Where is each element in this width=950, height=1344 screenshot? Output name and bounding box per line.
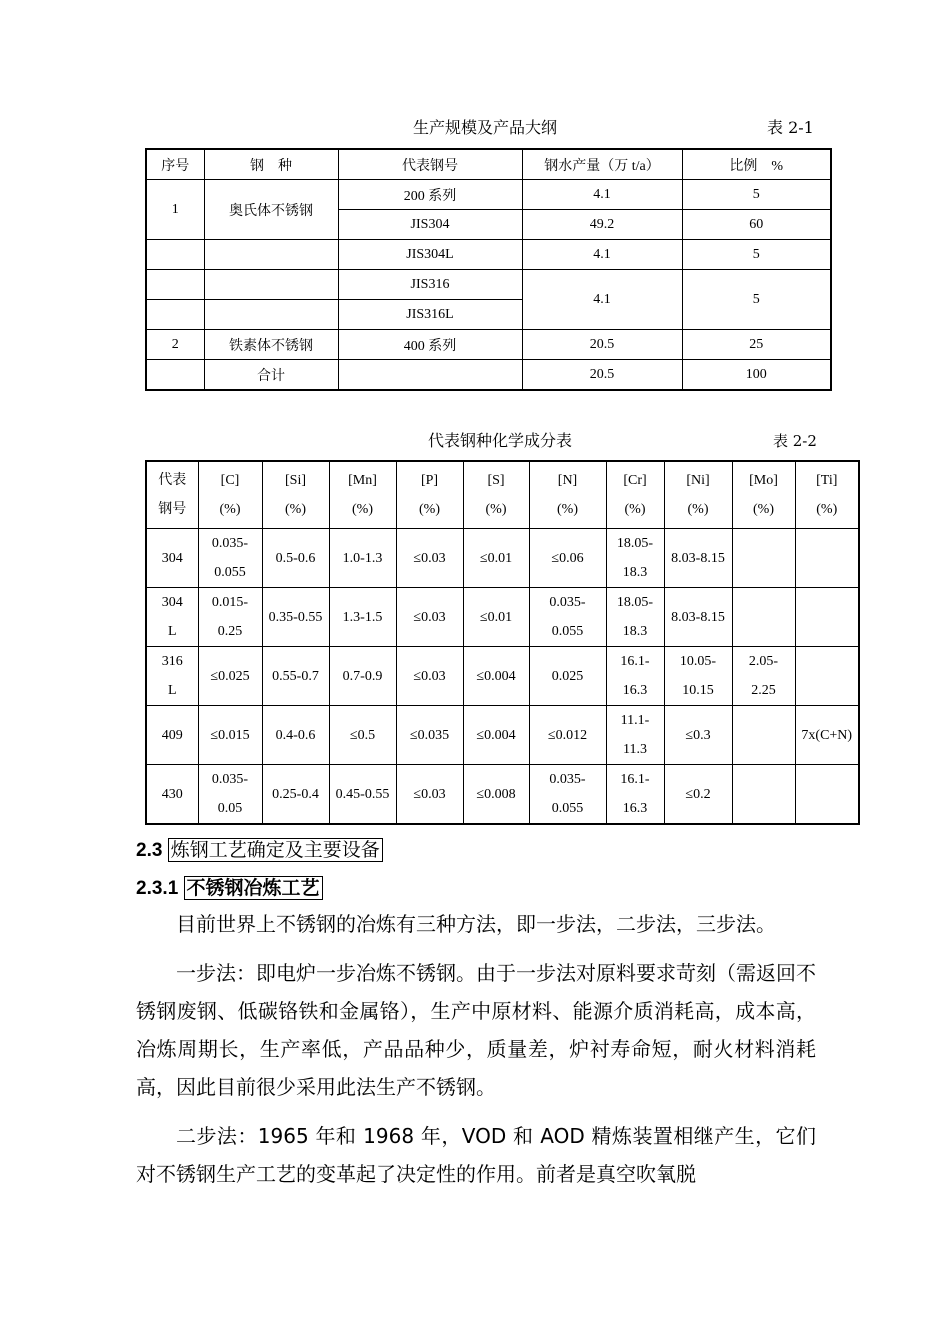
cell-line: 0.015-: [211, 595, 249, 610]
section-number: 2.3: [136, 840, 163, 861]
paragraph: 目前世界上不锈钢的冶炼有三种方法，即一步法，二步法，三步法。: [176, 912, 776, 936]
cell-line: 11.1-: [620, 713, 650, 728]
table-total-row: [146, 360, 831, 391]
paragraph: 二步法：1965 年和 1968 年，VOD 和 AOD 精炼装置相继产生，它们对不锈钢生产工艺的变革起了决定性的作用。前者是真空吹氧脱: [136, 1124, 816, 1186]
cell-line: 0.7-0.9: [342, 668, 383, 684]
table-cell: [262, 647, 329, 706]
cell-ratio: 60: [682, 210, 831, 240]
header-cell: [732, 461, 795, 529]
table-cell: [396, 588, 463, 647]
table-cell: [329, 647, 396, 706]
cell-no: [146, 270, 204, 300]
table-cell: [606, 529, 664, 588]
table-cell: [463, 647, 529, 706]
header-cell: [262, 461, 329, 529]
cell-line: ≤0.03: [413, 668, 446, 684]
table-cell: [329, 588, 396, 647]
cell-grade: JIS316L: [338, 300, 522, 330]
cell-line: [S]: [487, 473, 505, 488]
cell-line: 10.05-: [679, 654, 717, 669]
cell-line: 0.055: [551, 801, 584, 816]
cell-line: (%): [753, 502, 774, 517]
table-cell: [146, 706, 198, 765]
table-cell: [198, 765, 262, 825]
cell-ratio: 100: [682, 360, 831, 391]
table-row: [146, 270, 831, 300]
table-cell: [529, 588, 606, 647]
table-cell: [664, 529, 732, 588]
cell-output: 49.2: [522, 210, 682, 240]
table-cell: [396, 706, 463, 765]
cell-line: 0.25-0.4: [272, 786, 319, 802]
cell-steel-type: [204, 270, 338, 300]
cell-line: 16.1-: [620, 772, 650, 787]
cell-line: L: [167, 624, 177, 639]
table-cell: [198, 647, 262, 706]
table-cell: [198, 588, 262, 647]
cell-line: ≤0.008: [476, 786, 516, 802]
cell-line: [P]: [420, 473, 439, 488]
cell-line: [Si]: [285, 473, 306, 488]
table-cell: [606, 647, 664, 706]
cell-line: (%): [219, 502, 241, 517]
cell-line: 0.4-0.6: [275, 727, 316, 743]
cell-line: 0.35-0.55: [268, 609, 323, 625]
cell-line: 409: [161, 727, 183, 743]
cell-no: [146, 240, 204, 270]
cell-line: ≤0.03: [413, 550, 446, 566]
table-cell: [732, 588, 795, 647]
cell-grade: [338, 360, 522, 391]
header-cell: [198, 461, 262, 529]
table-cell: [732, 647, 795, 706]
table1-caption: 生产规模及产品大纲: [412, 118, 557, 137]
table-row: [146, 765, 859, 825]
cell-grade: JIS304: [338, 210, 522, 240]
cell-line: 2.05-: [748, 654, 779, 669]
cell-output: 4.1: [522, 240, 682, 270]
cell-line: 18.05-: [616, 595, 654, 610]
cell-steel-type: 铁素体不锈钢: [204, 330, 338, 360]
cell-line: (%): [557, 502, 578, 517]
header-cell: [795, 461, 859, 529]
cell-line: (%): [285, 502, 306, 517]
table-cell: [732, 765, 795, 825]
cell-line: 0.035-: [211, 536, 249, 551]
cell-output: 4.1: [522, 180, 682, 210]
table-cell: [463, 529, 529, 588]
table-row: [146, 588, 859, 647]
table-header-row: [146, 149, 831, 180]
cell-line: 316: [161, 654, 183, 669]
cell-steel-type: 奥氏体不锈钢: [204, 180, 338, 240]
cell-line: 钢号: [158, 502, 187, 517]
table-cell: [795, 765, 859, 825]
cell-line: 8.03-8.15: [671, 550, 725, 566]
cell-line: 18.05-: [616, 536, 654, 551]
cell-line: 1.3-1.5: [342, 609, 383, 625]
production-table: [145, 148, 832, 391]
cell-grade: JIS316: [338, 270, 522, 300]
table-cell: [146, 529, 198, 588]
table-cell: [529, 647, 606, 706]
table-cell: [529, 706, 606, 765]
cell-line: 18.3: [622, 565, 648, 580]
header-cell: 代表钢号: [338, 149, 522, 180]
cell-line: ≤0.004: [476, 727, 516, 743]
cell-line: 0.55-0.7: [272, 668, 319, 684]
table-cell: [463, 706, 529, 765]
cell-line: 0.05: [217, 801, 243, 816]
cell-line: 1.0-1.3: [342, 550, 383, 566]
cell-line: ≤0.004: [476, 668, 516, 684]
cell-line: 代表: [158, 473, 187, 488]
table-cell: [396, 529, 463, 588]
table-row: [146, 647, 859, 706]
cell-line: [Ti]: [816, 473, 838, 488]
header-cell: [664, 461, 732, 529]
cell-line: 0.035-: [549, 772, 586, 787]
cell-line: ≤0.06: [551, 550, 584, 566]
cell-line: 18.3: [622, 624, 648, 639]
table-cell: [198, 706, 262, 765]
cell-line: [Cr]: [623, 473, 647, 488]
table-cell: [262, 588, 329, 647]
cell-no: 1: [146, 180, 204, 240]
cell-line: 7x(C+N): [801, 727, 853, 743]
cell-no: [146, 300, 204, 330]
cell-grade: 200 系列: [338, 180, 522, 210]
table-cell: [146, 647, 198, 706]
cell-line: [Mn]: [348, 473, 377, 488]
table-row: [146, 240, 831, 270]
cell-line: [N]: [557, 473, 578, 488]
table-cell: [146, 588, 198, 647]
cell-grade: 400 系列: [338, 330, 522, 360]
cell-output: 4.1: [522, 270, 682, 330]
header-cell: [606, 461, 664, 529]
header-cell: [329, 461, 396, 529]
cell-line: 16.3: [622, 683, 648, 698]
header-cell: [396, 461, 463, 529]
cell-grade: JIS304L: [338, 240, 522, 270]
header-cell: 钢 种: [204, 149, 338, 180]
cell-line: 0.035-: [211, 772, 249, 787]
cell-line: (%): [352, 502, 373, 517]
table-cell: [795, 588, 859, 647]
cell-line: (%): [419, 502, 440, 517]
cell-line: (%): [624, 502, 646, 517]
cell-ratio: 5: [682, 270, 831, 330]
table-cell: [795, 647, 859, 706]
table-cell: [262, 706, 329, 765]
table-row: [146, 529, 859, 588]
cell-line: 0.025: [551, 668, 584, 684]
table-cell: [664, 765, 732, 825]
cell-line: 0.5-0.6: [275, 550, 316, 566]
table-cell: [329, 765, 396, 825]
table1-number: 表 2-1: [767, 118, 814, 137]
table-row: [146, 180, 831, 210]
cell-line: ≤0.025: [210, 668, 250, 684]
table-cell: [732, 706, 795, 765]
header-cell: [529, 461, 606, 529]
table-cell: [606, 765, 664, 825]
cell-line: ≤0.03: [413, 786, 446, 802]
table-cell: [664, 588, 732, 647]
cell-no: [146, 360, 204, 391]
section-title: 炼钢工艺确定及主要设备: [168, 838, 383, 862]
cell-line: (%): [687, 502, 709, 517]
cell-line: [C]: [220, 473, 240, 488]
cell-ratio: 5: [682, 240, 831, 270]
body-text: [136, 905, 816, 1204]
cell-line: 16.3: [622, 801, 648, 816]
cell-total-label: 合计: [204, 360, 338, 391]
cell-line: 0.035-: [549, 595, 586, 610]
table-cell: [606, 706, 664, 765]
cell-line: 304: [161, 550, 183, 566]
cell-line: 0.055: [214, 565, 246, 580]
table-cell: [795, 706, 859, 765]
table-cell: [262, 765, 329, 825]
cell-line: [Ni]: [686, 473, 710, 488]
table-cell: [329, 529, 396, 588]
cell-steel-type: [204, 240, 338, 270]
header-cell: 比例 %: [682, 149, 831, 180]
header-cell: 钢水产量（万 t/a）: [522, 149, 682, 180]
table-cell: [664, 706, 732, 765]
table-cell: [529, 765, 606, 825]
cell-output: 20.5: [522, 330, 682, 360]
table-cell: [732, 529, 795, 588]
cell-line: ≤0.035: [409, 727, 450, 743]
cell-line: ≤0.5: [349, 727, 376, 743]
section-heading: [136, 835, 383, 862]
header-cell: [146, 461, 198, 529]
cell-line: ≤0.03: [413, 609, 446, 625]
cell-line: 2.25: [751, 683, 776, 698]
cell-line: 10.15: [682, 683, 714, 698]
cell-line: ≤0.01: [479, 550, 513, 566]
header-cell: 序号: [146, 149, 204, 180]
cell-line: ≤0.01: [479, 609, 513, 625]
subsection-title: 不锈钢冶炼工艺: [184, 876, 323, 900]
table-cell: [795, 529, 859, 588]
subsection-number: 2.3.1: [136, 878, 179, 899]
cell-line: 0.45-0.55: [335, 786, 390, 802]
table-cell: [463, 765, 529, 825]
table-cell: [664, 647, 732, 706]
table-cell: [529, 529, 606, 588]
cell-no: 2: [146, 330, 204, 360]
cell-line: ≤0.015: [210, 727, 250, 743]
table-header-row: [146, 461, 859, 529]
table-row: [146, 330, 831, 360]
table-cell: [146, 765, 198, 825]
table-cell: [606, 588, 664, 647]
composition-table: [145, 460, 860, 825]
cell-line: 16.1-: [620, 654, 650, 669]
cell-ratio: 5: [682, 180, 831, 210]
table-cell: [463, 588, 529, 647]
table-row: [146, 706, 859, 765]
cell-line: L: [167, 683, 177, 698]
cell-line: (%): [485, 502, 507, 517]
subsection-heading: [136, 873, 323, 900]
cell-output: 20.5: [522, 360, 682, 391]
cell-line: 430: [161, 786, 183, 802]
table-cell: [396, 647, 463, 706]
header-cell: [463, 461, 529, 529]
cell-ratio: 25: [682, 330, 831, 360]
cell-line: 0.25: [217, 624, 243, 639]
cell-line: 0.055: [551, 624, 584, 639]
cell-line: 8.03-8.15: [671, 609, 725, 625]
cell-line: ≤0.3: [685, 727, 711, 743]
paragraph: 一步法：即电炉一步冶炼不锈钢。由于一步法对原料要求苛刻（需返回不锈钢废钢、低碳铬铁和金属铬），生产中原材料、能源介质消耗高，成本高，冶炼周期长，生产率低，产品品种少，质量差，炉衬寿命短，耐火材料消耗高，因此目前很少采用此法生产不锈钢。: [136, 961, 816, 1099]
table-cell: [198, 529, 262, 588]
table2-caption: 代表钢种化学成分表: [427, 431, 572, 450]
table-cell: [329, 706, 396, 765]
table-cell: [396, 765, 463, 825]
cell-line: (%): [816, 502, 838, 517]
cell-line: 304: [161, 595, 183, 610]
cell-steel-type: [204, 300, 338, 330]
cell-line: [Mo]: [749, 473, 778, 488]
cell-line: 11.3: [623, 742, 647, 757]
cell-line: ≤0.012: [547, 727, 588, 743]
cell-line: ≤0.2: [685, 786, 711, 802]
table-cell: [262, 529, 329, 588]
table2-number: 表 2-2: [773, 432, 817, 450]
